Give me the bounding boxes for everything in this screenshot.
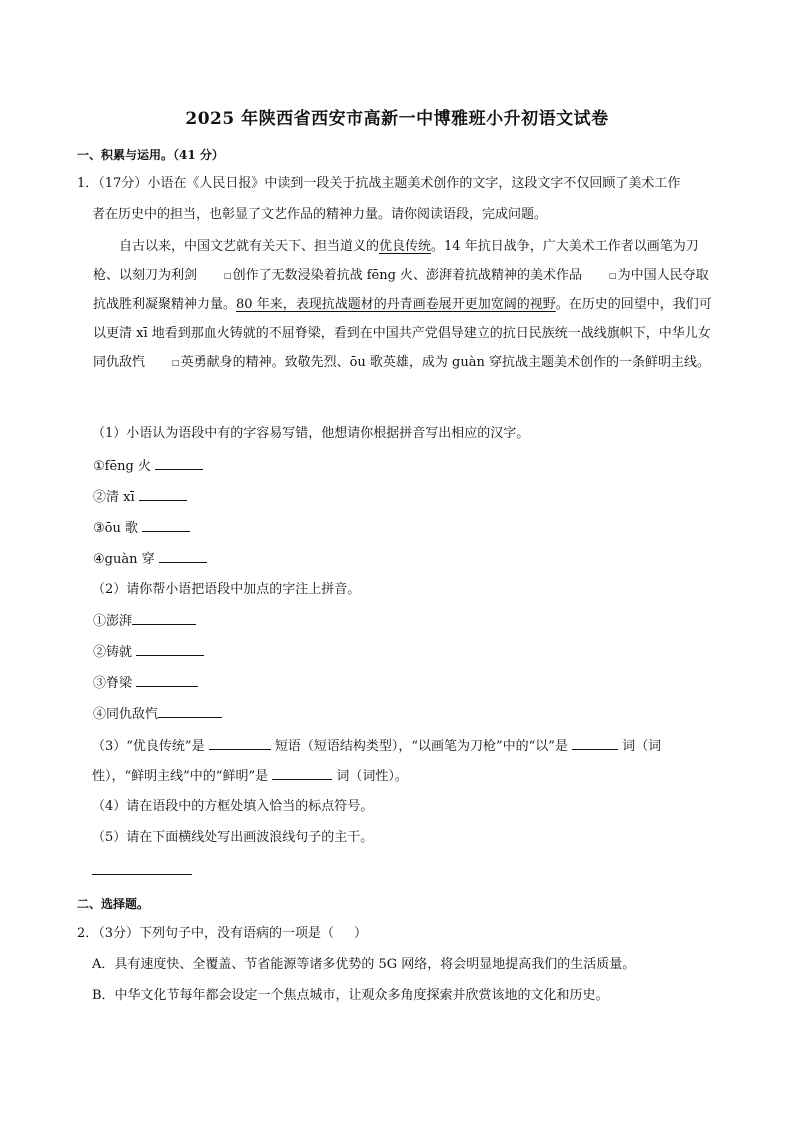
page-title: 2025 年陕西省西安市高新一中博雅班小升初语文试卷: [185, 109, 609, 129]
sub-question-1: （1）小语认为语段中有的字容易写错，他想请你根据拼音写出相应的汉字。: [92, 426, 530, 441]
sub2-item: ④同仇敌忾: [93, 705, 738, 724]
q2-option-a[interactable]: A．具有速度快、全覆盖、节省能源等诸多优势的 5G 网络，将会明显地提高我们的生活质量。: [92, 957, 636, 972]
answer-blank[interactable]: [136, 643, 204, 656]
passage-text-5: 。在历史的回望中，我们可以更清 xī 地看到那血火铸就的不屈脊梁，看到在中国共产党倡导建立的抗日民族统一战线旗帜下，中华儿女同仇敌忾: [93, 297, 712, 370]
answer-blank[interactable]: [572, 737, 618, 750]
sub-question-3-line-1: （3）“优良传统”是 短语（短语结构类型），“以画笔为刀枪”中的“以”是 词（词: [92, 739, 662, 754]
passage-text-1: 自古以来，中国文艺就有关天下、担当道义的: [119, 239, 380, 254]
sub2-item: ①澎湃: [93, 612, 738, 631]
sub-question-4: （4）请在语段中的方框处填入恰当的标点符号。: [92, 799, 374, 814]
section-heading-1: 一、积累与运用。（41 分）: [77, 148, 224, 162]
sub2-item: ③脊梁: [93, 674, 738, 693]
sub-question-2: （2）请你帮小语把语段中加点的字注上拼音。: [92, 582, 361, 597]
answer-blank[interactable]: [159, 550, 207, 563]
passage-text-3: 创作了无数浸染着抗战 fēng 火、澎湃着抗战精神的美术作品: [232, 268, 583, 283]
wavy-underlined-sentence: 80 年来，表现抗战题材的丹青画卷展开更加宽阔的视野: [236, 297, 556, 312]
answer-line[interactable]: [92, 874, 192, 875]
sub2-item: ②铸就: [93, 643, 738, 662]
answer-blank[interactable]: [142, 519, 190, 532]
answer-blank[interactable]: [209, 737, 271, 750]
punctuation-box: □: [609, 271, 617, 280]
answer-blank[interactable]: [132, 612, 196, 625]
sub1-item: ④guàn 穿: [93, 550, 738, 569]
q2-stem: 2．（3分）下列句子中，没有语病的一项是（ ）: [77, 926, 368, 941]
answer-blank[interactable]: [272, 767, 332, 780]
answer-blank[interactable]: [136, 674, 198, 687]
section-heading-2: 二、选择题。: [77, 897, 150, 911]
passage-text-6: 英勇献身的精神。致敬先烈、ōu 歌英雄，成为 guàn 穿抗战主题美术创作的一条鲜明主线。: [180, 355, 710, 370]
q1-intro-line-1: 1．（17分）小语在《人民日报》中读到一段关于抗战主题美术创作的文字，这段文字不仅回顾了美术工作: [77, 176, 681, 191]
punctuation-box: □: [224, 271, 232, 280]
sub1-item: ②清 xī: [93, 488, 738, 507]
answer-blank[interactable]: [139, 488, 187, 501]
sub1-item: ①fēng 火: [93, 457, 738, 476]
answer-blank[interactable]: [155, 457, 203, 470]
answer-blank[interactable]: [158, 705, 222, 718]
punctuation-box: □: [172, 358, 180, 367]
sub-question-5: （5）请在下面横线处写出画波浪线句子的主干。: [92, 830, 374, 845]
underlined-phrase: 优良传统: [379, 239, 432, 254]
passage-text-4: 为中国人民夺取抗战胜利凝聚精神力量。: [93, 268, 709, 312]
q1-intro-line-2: 者在历史中的担当，也彰显了文艺作品的精神力量。请你阅读语段，完成问题。: [92, 207, 548, 222]
q2-option-b[interactable]: B．中华文化节每年都会设定一个焦点城市，让观众多角度探索并欣赏该地的文化和历史。: [92, 988, 609, 1003]
passage-text-2: 。14 年抗日战争，广大美术工作者以画笔为刀枪、以刻刀为利剑: [93, 239, 699, 283]
sub-question-3-line-2: 性），“鲜明主线”中的“鲜明”是 词（词性）。: [92, 769, 408, 784]
sub1-item: ③ōu 歌: [93, 519, 738, 538]
q1-passage: [93, 232, 721, 377]
